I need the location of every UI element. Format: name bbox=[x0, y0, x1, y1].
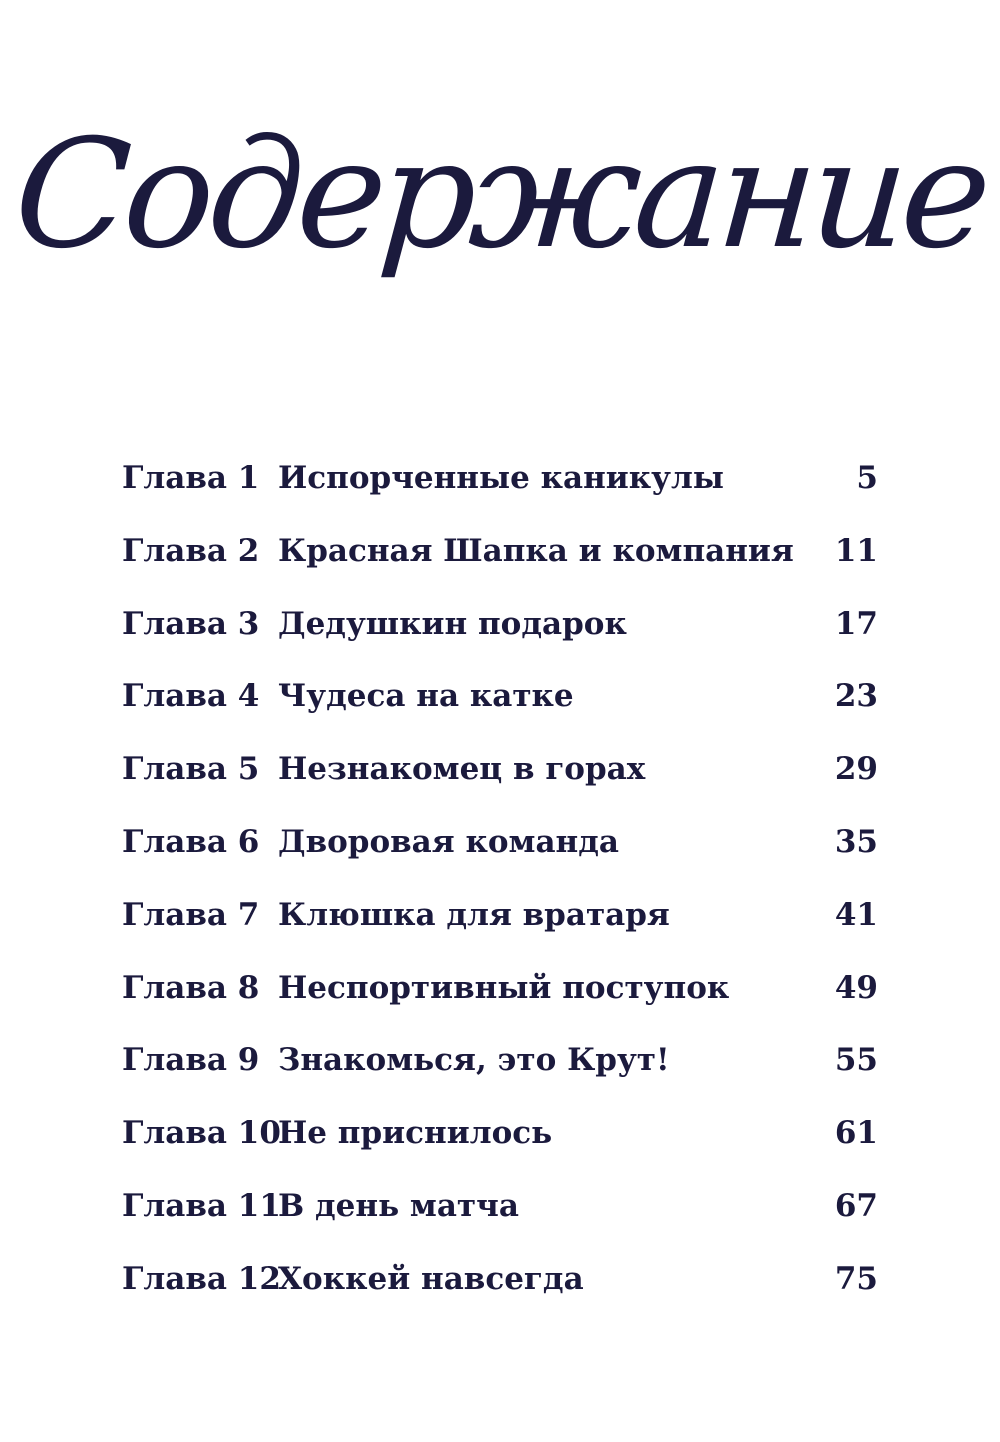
toc-chapter-title: Хоккей навсегда bbox=[278, 1260, 584, 1297]
toc-entry bbox=[122, 668, 878, 741]
toc-chapter-label: Глава 2 bbox=[122, 532, 260, 569]
toc-page-number: 75 bbox=[834, 1260, 878, 1297]
toc-chapter-title: Чудеса на катке bbox=[278, 678, 574, 715]
toc-chapter-title: Не приснилось bbox=[278, 1115, 553, 1152]
toc-chapter-label: Глава 8 bbox=[122, 969, 260, 1006]
toc-chapter-title: Испорченные каникулы bbox=[278, 460, 724, 496]
toc-chapter-label: Глава 6 bbox=[122, 823, 260, 860]
toc-chapter-label: Глава 3 bbox=[122, 605, 260, 642]
toc-page-number: 55 bbox=[834, 1042, 878, 1079]
toc-entry bbox=[122, 1032, 878, 1105]
toc-entry bbox=[122, 1105, 878, 1178]
toc-chapter-label: Глава 11 bbox=[122, 1187, 281, 1224]
toc-entry bbox=[122, 1251, 878, 1324]
toc-entry bbox=[122, 741, 878, 814]
toc-chapter-label: Глава 12 bbox=[122, 1260, 281, 1297]
toc-entry bbox=[122, 960, 878, 1033]
toc-page-number: 29 bbox=[834, 751, 878, 788]
toc-page-number: 61 bbox=[834, 1115, 878, 1152]
toc-chapter-title: Неспортивный поступок bbox=[278, 969, 730, 1006]
toc-entry bbox=[122, 596, 878, 669]
toc-chapter-title: Дедушкин подарок bbox=[278, 605, 627, 642]
toc-entry bbox=[122, 523, 878, 596]
toc-chapter-label: Глава 9 bbox=[122, 1042, 260, 1079]
toc-page-number: 35 bbox=[834, 823, 878, 860]
toc-page-number: 23 bbox=[834, 678, 878, 715]
toc-chapter-title: Дворовая команда bbox=[278, 823, 619, 860]
toc-chapter-label: Глава 4 bbox=[122, 678, 260, 715]
toc-entry bbox=[122, 887, 878, 960]
toc-entry bbox=[122, 814, 878, 887]
toc-chapter-title: Красная Шапка и компания bbox=[278, 532, 794, 569]
toc-chapter-title: В день матча bbox=[278, 1187, 519, 1224]
toc-page-number: 5 bbox=[856, 460, 878, 496]
toc-page-number: 11 bbox=[834, 532, 878, 569]
toc-page-number: 67 bbox=[834, 1187, 878, 1224]
toc-chapter-title: Незнакомец в горах bbox=[278, 751, 646, 788]
toc-chapter-title: Знакомься, это Крут! bbox=[278, 1042, 670, 1079]
page-title: Содержание bbox=[9, 108, 991, 282]
toc-entry bbox=[122, 1178, 878, 1251]
toc-chapter-label: Глава 10 bbox=[122, 1115, 281, 1152]
toc-page-number: 41 bbox=[834, 896, 878, 933]
toc-page-number: 49 bbox=[834, 969, 878, 1006]
toc-entry bbox=[122, 450, 878, 523]
table-of-contents bbox=[122, 450, 878, 1324]
toc-page-number: 17 bbox=[834, 605, 878, 642]
toc-chapter-label: Глава 5 bbox=[122, 751, 260, 788]
toc-chapter-label: Глава 1 bbox=[122, 460, 260, 496]
toc-chapter-label: Глава 7 bbox=[122, 896, 260, 933]
toc-chapter-title: Клюшка для вратаря bbox=[278, 896, 670, 933]
